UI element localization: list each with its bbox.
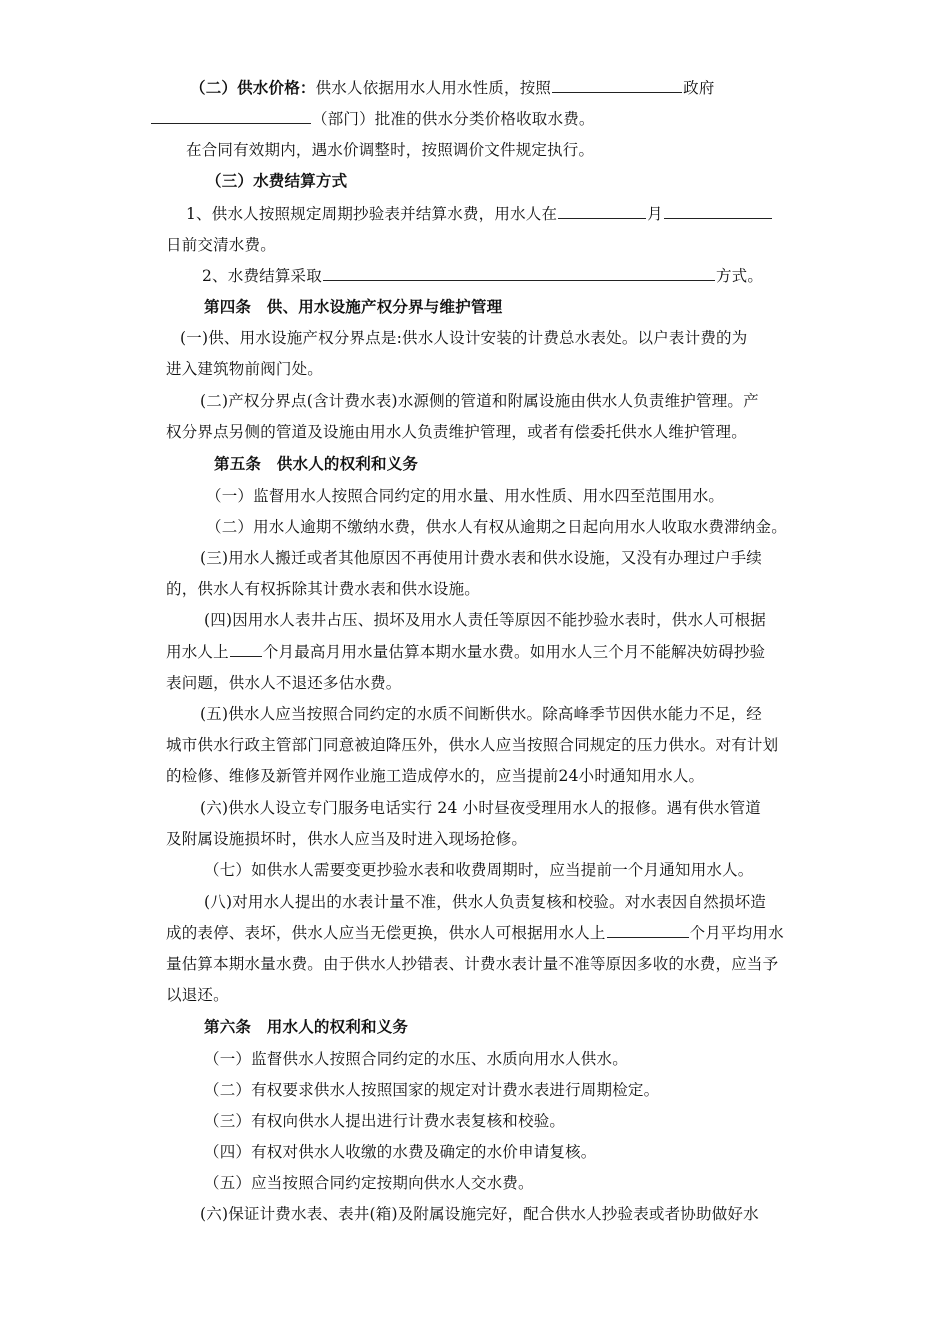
article-6-para-5: （五）应当按照合同约定按期向供水人交水费。 <box>204 1174 534 1192</box>
water-price-line-2: （部门）批准的供水分类价格收取水费。 <box>150 108 595 130</box>
blank-months-field-2[interactable] <box>607 922 689 938</box>
article-4-para-2-line-1: (二)产权分界点(含计费水表)水源侧的管道和附属设施由供水人负责维护管理。产 <box>200 392 759 410</box>
blank-day-field[interactable] <box>664 203 772 219</box>
settlement-item-2: 2、水费结算采取 方式。 <box>202 267 764 285</box>
article-6-heading: 第六条 用水人的权利和义务 <box>204 1018 409 1036</box>
article-5-para-8-line-3: 量估算本期水量水费。由于供水人抄错表、计费水表计量不准等原因多收的水费，应当予 <box>166 955 779 973</box>
blank-department-field[interactable] <box>151 108 311 124</box>
blank-months-field-1[interactable] <box>230 641 262 657</box>
blank-month-field[interactable] <box>558 203 646 219</box>
article-5-para-7: （七）如供水人需要变更抄验水表和收费周期时，应当提前一个月通知用水人。 <box>204 861 754 879</box>
water-price-label: （二）供水价格： <box>190 79 316 97</box>
article-4-para-1-line-1: (一)供、用水设施产权分界点是:供水人设计安装的计费总水表处。以户表计费的为 <box>180 329 748 347</box>
article-4-para-1-line-2: 进入建筑物前阀门处。 <box>166 360 324 378</box>
article-5-para-5-line-2: 城市供水行政主管部门同意被迫降压外，供水人应当按照合同规定的压力供水。对有计划 <box>166 736 779 754</box>
article-5-para-1: （一）监督用水人按照合同约定的用水量、用水性质、用水四至范围用水。 <box>206 487 725 505</box>
price-adjust-paragraph: 在合同有效期内，遇水价调整时，按照调价文件规定执行。 <box>186 141 595 159</box>
article-5-para-8-line-4: 以退还。 <box>166 986 229 1004</box>
settlement-heading: （三）水费结算方式 <box>206 172 348 190</box>
article-5-para-8-line-2: 成的表停、表坏，供水人应当无偿更换，供水人可根据用水人上 个月平均用水 <box>166 924 784 942</box>
article-5-para-3-line-2: 的，供水人有权拆除其计费水表和供水设施。 <box>166 580 481 598</box>
blank-settlement-method-field[interactable] <box>323 265 715 281</box>
water-price-line-1: （二）供水价格：供水人依据用水人用水性质，按照 政府 <box>190 79 715 97</box>
article-5-para-5-line-1: (五)供水人应当按照合同约定的水质不间断供水。除高峰季节因供水能力不足，经 <box>200 705 762 723</box>
article-5-para-5-line-3: 的检修、维修及新管并网作业施工造成停水的，应当提前24小时通知用水人。 <box>166 767 705 785</box>
article-5-para-4-line-1: (四)因用水人表井占压、损坏及用水人责任等原因不能抄验水表时，供水人可根据 <box>204 611 766 629</box>
article-5-para-4-line-3: 表问题，供水人不退还多估水费。 <box>166 674 402 692</box>
settlement-item-1-line-2: 日前交清水费。 <box>166 236 276 254</box>
settlement-item-1-line-1: 1、供水人按照规定周期抄验表并结算水费，用水人在 月 <box>186 203 773 225</box>
article-5-para-6-line-1: (六)供水人设立专门服务电话实行 24 小时昼夜受理用水人的报修。遇有供水管道 <box>200 799 761 817</box>
article-6-para-6-line-1: (六)保证计费水表、表井(箱)及附属设施完好，配合供水人抄验表或者协助做好水 <box>200 1205 759 1223</box>
article-4-heading: 第四条 供、用水设施产权分界与维护管理 <box>204 298 503 316</box>
article-6-para-2: （二）有权要求供水人按照国家的规定对计费水表进行周期检定。 <box>204 1081 660 1099</box>
article-5-heading: 第五条 供水人的权利和义务 <box>214 455 419 473</box>
article-6-para-3: （三）有权向供水人提出进行计费水表复核和校验。 <box>204 1112 566 1130</box>
article-6-para-1: （一）监督供水人按照合同约定的水压、水质向用水人供水。 <box>204 1050 628 1068</box>
article-5-para-6-line-2: 及附属设施损坏时，供水人应当及时进入现场抢修。 <box>166 830 528 848</box>
article-5-para-2: （二）用水人逾期不缴纳水费，供水人有权从逾期之日起向用水人收取水费滞纳金。 <box>206 518 787 536</box>
article-6-para-4: （四）有权对供水人收缴的水费及确定的水价申请复核。 <box>204 1143 597 1161</box>
article-5-para-8-line-1: (八)对用水人提出的水表计量不准，供水人负责复核和校验。对水表因自然损坏造 <box>204 893 766 911</box>
article-4-para-2-line-2: 权分界点另侧的管道及设施由用水人负责维护管理，或者有偿委托供水人维护管理。 <box>166 423 747 441</box>
article-5-para-4-line-2: 用水人上 个月最高月用水量估算本期水量水费。如用水人三个月不能解决妨碍抄验 <box>166 643 766 661</box>
blank-government-field[interactable] <box>552 77 682 93</box>
article-5-para-3-line-1: (三)用水人搬迁或者其他原因不再使用计费水表和供水设施，又没有办理过户手续 <box>200 549 762 567</box>
